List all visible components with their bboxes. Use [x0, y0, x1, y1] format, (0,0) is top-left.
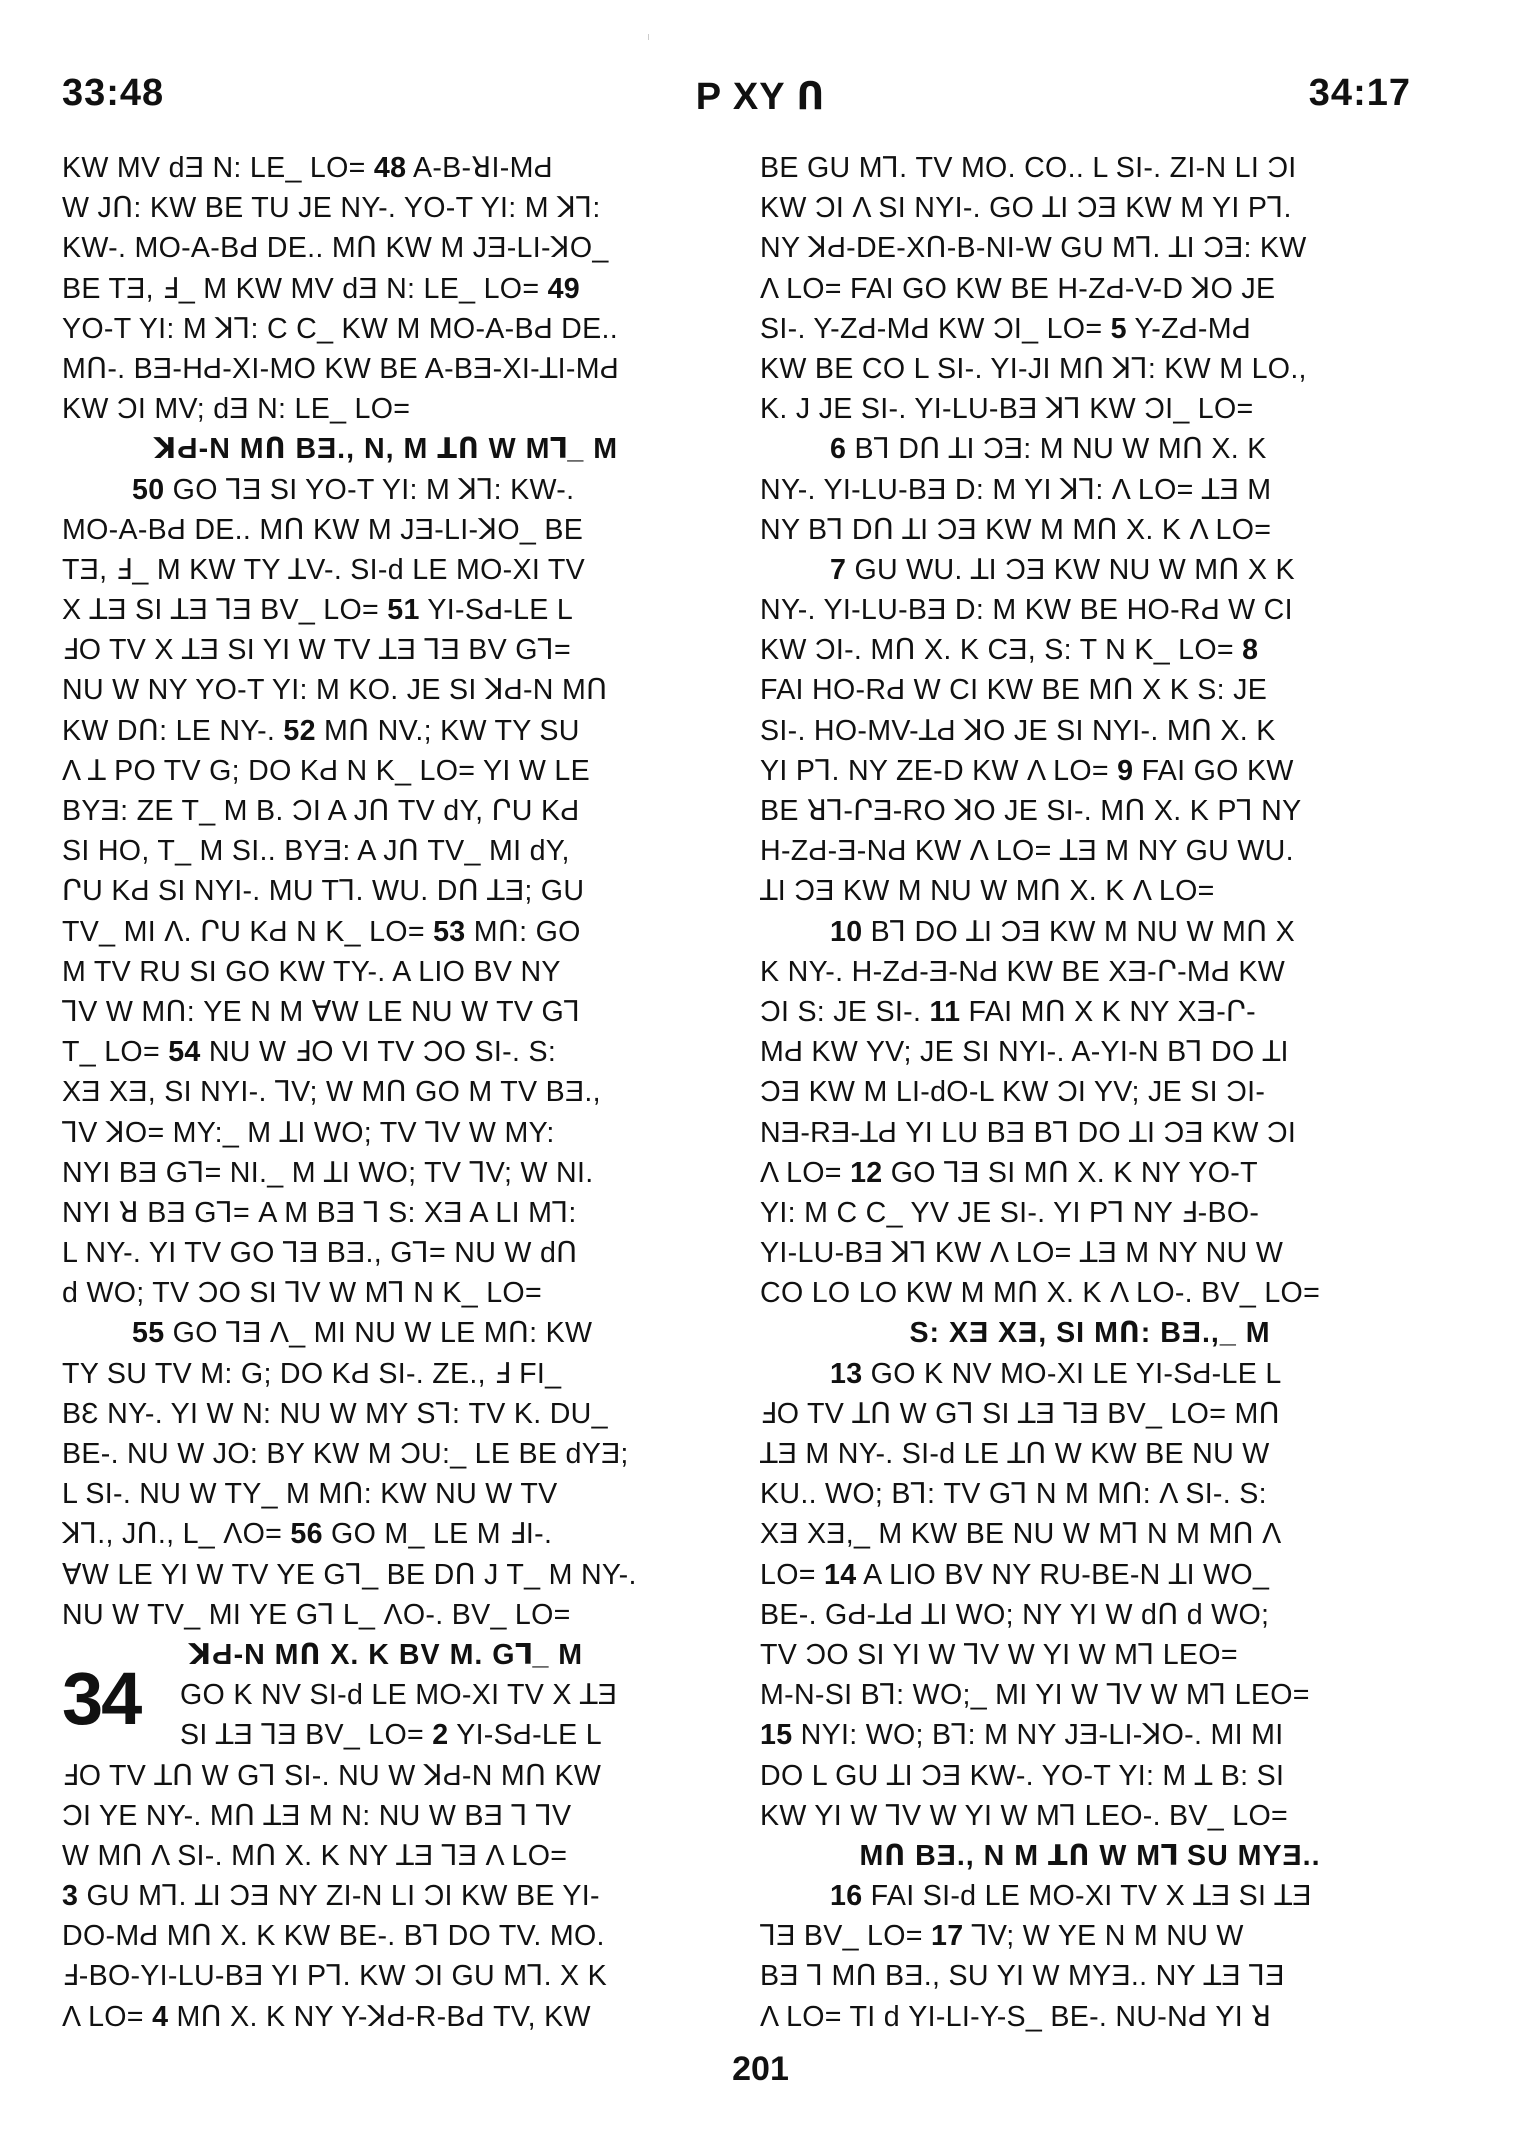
text-line — [62, 630, 710, 670]
text-line — [62, 912, 710, 952]
line-text: Λ LO= — [62, 2000, 153, 2033]
line-text: SI-. Y-ZԀ-MԀ KW ƆI_ LO= — [760, 312, 1111, 345]
line-text: NU W TV_ MI YE Gꓶ L_ ΛO-. BV_ LO= — [62, 1598, 571, 1631]
line-text: ꓕI ƆƎ KW M NU W MՈ X. K Λ LO= — [760, 875, 1215, 908]
line-text-after: GU Mꓶ. ꓕI ƆƎ NY ZI-N LI ƆI KW BE YI- — [78, 1880, 600, 1913]
text-line — [62, 1595, 710, 1635]
text-line — [760, 309, 1420, 349]
text-line — [760, 349, 1420, 389]
text-line — [760, 1354, 1420, 1394]
text-line — [760, 510, 1420, 550]
line-text: CO LO LO KW M MՈ X. K Λ LO-. BV_ LO= — [760, 1277, 1321, 1310]
text-line — [62, 1233, 710, 1273]
line-text: TƎ, Ⅎ_ M KW TY ꓕV-. SI-ԁ LE MO-XI TV — [62, 553, 585, 586]
verse-number: 6 — [830, 433, 847, 466]
verse-number: 53 — [433, 915, 466, 948]
text-line — [760, 429, 1420, 469]
line-text: KW-. MO-A-BԀ DE.. MՈ KW M JƎ-LI-ꓘO_ — [62, 232, 609, 265]
text-line — [760, 1113, 1420, 1153]
line-text-after: FAI SI-ԁ LE MO-XI TV X ꓕƎ SI ꓕƎ — [862, 1880, 1312, 1913]
line-text: BE-. NU W JO: BY KW M ƆU:_ LE BE ԁYƎ; — [62, 1438, 629, 1470]
line-text: BYƎ: ZE T_ M B. ƆI A JՈ TV ԁY, ՐU KԀ — [62, 795, 580, 827]
text-line — [62, 1836, 710, 1876]
line-text-after: A-B-ꓤI-MԀ — [406, 152, 553, 184]
line-text-after: MՈ NV.; KW TY SU — [315, 714, 580, 747]
line-text: YI-LU-BƎ ꓘꓶ KW Λ LO= ꓕƎ M NY NU W — [760, 1237, 1284, 1270]
line-text: NYI ꓤ BƎ Gꓶ= A M BƎ ꓶ S: XƎ A LI Mꓶ: — [62, 1196, 577, 1229]
header-left-reference: 33:48 — [62, 72, 165, 114]
verse-number: 55 — [132, 1317, 165, 1350]
text-line — [62, 1756, 710, 1796]
text-line — [760, 871, 1420, 911]
line-text: MԀ KW YV; JE SI NYI-. A-YI-N Bꓶ DO ꓕI — [760, 1036, 1289, 1069]
line-text: M-N-SI Bꓶ: WO;_ MI YI W ꓶV W Mꓶ LEO= — [760, 1679, 1310, 1712]
verse-number: 9 — [1117, 754, 1134, 787]
text-line — [62, 1032, 710, 1072]
text-line — [62, 1354, 710, 1394]
line-text: XƎ XƎ, SI NYI-. ꓶV; W MՈ GO M TV BƎ., — [62, 1076, 601, 1109]
text-line — [760, 1635, 1420, 1675]
line-text: KW ƆI MV; ԁƎ N: LE_ LO= — [62, 393, 411, 426]
text-line — [62, 1273, 710, 1313]
text-line — [62, 1193, 710, 1233]
line-text: Λ LO= — [760, 1156, 851, 1189]
text-line — [62, 309, 710, 349]
line-text: TY SU TV M: G; DO KԀ SI-. ZE., Ⅎ FI_ — [62, 1357, 562, 1390]
text-line — [760, 711, 1420, 751]
line-text-after: NYI: WO; Bꓶ: M NY JƎ-LI-ꓘO-. MI MI — [792, 1719, 1284, 1752]
line-text: NY Bꓶ DՈ ꓕI ƆƎ KW M MՈ X. K Λ LO= — [760, 513, 1272, 546]
text-line — [760, 630, 1420, 670]
verse-number: 3 — [62, 1880, 79, 1913]
verse-number: 17 — [931, 1920, 964, 1953]
scan-mark — [648, 34, 649, 40]
verse-number: 8 — [1242, 634, 1259, 667]
line-text: NYI BƎ Gꓶ= NI._ M ꓕI WO; TV ꓶV; W NI. — [62, 1156, 594, 1189]
header-right-reference: 34:17 — [1308, 72, 1411, 114]
line-text: ℲO TV X ꓕƎ SI YI W TV ꓕƎ ꓶƎ BV Gꓶ= — [62, 634, 571, 667]
text-line — [760, 1273, 1420, 1313]
line-text: YI Pꓶ. NY ZE-D KW Λ LO= — [760, 754, 1118, 787]
line-text: YO-T YI: M ꓘꓶ: C C_ KW M MO-A-BԀ DE.. — [62, 312, 618, 345]
chapter-number: 34 — [62, 1657, 141, 1740]
text-line — [62, 470, 710, 510]
text-line — [760, 1434, 1420, 1474]
text-line — [760, 228, 1420, 268]
text-line — [62, 1072, 710, 1112]
text-line — [62, 550, 710, 590]
text-line — [760, 590, 1420, 630]
line-text: KW BE CO L SI-. YI-JI MՈ ꓘꓶ: KW M LO., — [760, 352, 1307, 385]
verse-number: 2 — [432, 1719, 449, 1752]
verse-number: 52 — [283, 714, 316, 747]
line-text: L NY-. YI TV GO ꓶƎ BƎ., Gꓶ= NU W ԁՈ — [62, 1237, 578, 1270]
line-text: BƎ ꓶ MՈ BƎ., SU YI W MYƎ.. NY ꓕƎ ꓶƎ — [760, 1960, 1285, 1993]
left-text-column — [62, 148, 710, 2037]
section-heading: MՈ BƎ., N M ꓕՈ W Mꓶ SU MYƎ.. — [859, 1839, 1321, 1872]
line-text: SI HO, T_ M SI.. BYƎ: A JՈ TV_ MI ԁY, — [62, 835, 570, 868]
text-line — [760, 1675, 1420, 1715]
line-text: KW DՈ: LE NY-. — [62, 714, 284, 747]
text-line — [760, 1032, 1420, 1072]
line-text: KW ƆI Λ SI NYI-. GO ꓕI ƆƎ KW M YI Pꓶ. — [760, 192, 1292, 225]
text-line — [62, 1876, 710, 1916]
text-line — [760, 791, 1420, 831]
line-text-after: GO ꓶƎ SI MՈ X. K NY YO-T — [882, 1156, 1258, 1189]
line-text: DO L GU ꓕI ƆƎ KW-. YO-T YI: M ꓕ B: SI — [760, 1759, 1285, 1792]
line-text: MՈ-. BƎ-HԀ-XI-MO KW BE A-BƎ-XI-ꓕI-MԀ — [62, 352, 619, 385]
line-text: TV ƆO SI YI W ꓶV W YI W Mꓶ LEO= — [760, 1638, 1238, 1671]
line-text: GO K NV SI-ԁ LE MO-XI TV X ꓕƎ — [180, 1679, 618, 1712]
text-line — [62, 1514, 710, 1554]
line-text: ƆI S: JE SI-. — [760, 995, 930, 1028]
text-line — [62, 1113, 710, 1153]
text-line — [62, 228, 710, 268]
line-text: K NY-. H-ZԀ-Ǝ-NԀ KW BE XƎ-Ր-MԀ KW — [760, 955, 1286, 988]
section-heading: ꓘԀ-N MՈ BƎ., N, M ꓕՈ W Mꓶ_ M — [153, 433, 619, 466]
line-text: KW MV ԁƎ N: LE_ LO= — [62, 152, 374, 184]
text-line — [760, 1956, 1420, 1996]
line-text: Λ LO= TI ԁ YI-LI-Y-S_ BE-. NU-NԀ YI ꓤ — [760, 2000, 1272, 2033]
text-line — [62, 751, 710, 791]
header-book-title: P XY Ո — [695, 76, 826, 118]
line-text-after: Bꓶ DՈ ꓕI ƆƎ: M NU W MՈ X. K — [846, 433, 1267, 466]
text-line — [760, 670, 1420, 710]
line-text: KW ƆI-. MՈ X. K CƎ, S: T N K_ LO= — [760, 634, 1243, 667]
verse-number: 48 — [373, 152, 407, 184]
text-line — [62, 791, 710, 831]
right-text-column — [760, 148, 1420, 2037]
text-line — [62, 1313, 710, 1353]
text-line — [760, 1474, 1420, 1514]
line-text: M TV RU SI GO KW TY-. A LIO BV NY — [62, 955, 561, 988]
verse-number: 4 — [152, 2000, 169, 2033]
line-text: ꓕƎ M NY-. SI-ԁ LE ꓕՈ W KW BE NU W — [760, 1438, 1270, 1470]
verse-number: 16 — [830, 1880, 863, 1913]
text-line — [760, 188, 1420, 228]
line-text: T_ LO= — [62, 1036, 169, 1069]
line-text-after: A LIO BV NY RU-BE-N ꓕI WO_ — [856, 1558, 1270, 1591]
line-text: ℲO TV ꓕՈ W Gꓶ SI ꓕƎ ꓶƎ BV_ LO= MՈ — [760, 1397, 1280, 1430]
line-text: ԁ WO; TV ƆO SI ꓶV W Mꓶ N K_ LO= — [62, 1277, 542, 1310]
text-line — [760, 1153, 1420, 1193]
text-line — [62, 510, 710, 550]
line-text: NY ꓘԀ-DE-XՈ-B-NI-W GU Mꓶ. ꓕI ƆƎ: KW — [760, 232, 1307, 265]
line-text: Ⅎ-BO-YI-LU-BƎ YI Pꓶ. KW ƆI GU Mꓶ. X K — [62, 1960, 608, 1993]
line-text-after: GO ꓶƎ Λ_ MI NU W LE MՈ: KW — [164, 1317, 593, 1350]
line-text: H-ZԀ-Ǝ-NԀ KW Λ LO= ꓕƎ M NY GU WU. — [760, 835, 1294, 868]
text-line — [62, 1956, 710, 1996]
verse-number: 14 — [824, 1558, 857, 1591]
text-line — [62, 831, 710, 871]
line-text: ℲO TV ꓕՈ W Gꓶ SI-. NU W ꓘԀ-N MՈ KW — [62, 1759, 602, 1792]
line-text: XƎ XƎ,_ M KW BE NU W Mꓶ N M MՈ Λ — [760, 1518, 1282, 1551]
line-text: NU W NY YO-T YI: M KO. JE SI ꓘԀ-N MՈ — [62, 674, 608, 707]
page-number: 201 — [732, 2050, 789, 2088]
text-line — [62, 1997, 710, 2037]
line-text: W JՈ: KW BE TU JE NY-. YO-T YI: M ꓘꓶ: — [62, 192, 601, 225]
line-text-after: GU WU. ꓕI ƆƎ KW NU W MՈ X K — [846, 553, 1295, 586]
line-text-after: GO M_ LE M ℲI-. — [322, 1518, 553, 1551]
line-text: YI: M C C_ YV JE SI-. YI Pꓶ NY Ⅎ-BO- — [760, 1196, 1260, 1229]
line-text: MO-A-BԀ DE.. MՈ KW M JƎ-LI-ꓘO_ BE — [62, 513, 584, 546]
text-line — [62, 1434, 710, 1474]
line-text: BE TƎ, Ⅎ_ M KW MV ԁƎ N: LE_ LO= — [62, 272, 548, 305]
text-line — [62, 1153, 710, 1193]
verse-number: 49 — [547, 272, 580, 305]
line-text: SI ꓕƎ ꓶƎ BV_ LO= — [180, 1719, 433, 1752]
line-text: KU.. WO; Bꓶ: TV Gꓶ N M MՈ: Λ SI-. S: — [760, 1478, 1267, 1511]
line-text: ƆI YE NY-. MՈ ꓕƎ M N: NU W BƎ ꓶ ꓶV — [62, 1799, 572, 1832]
verse-number: 51 — [387, 594, 420, 627]
line-text-after: Bꓶ DO ꓕI ƆƎ KW M NU W MՈ X — [862, 915, 1295, 948]
line-text-after: FAI GO KW — [1133, 754, 1294, 787]
line-text: ƆƎ KW M LI-ԁO-L KW ƆI YV; JE SI ƆI- — [760, 1076, 1266, 1109]
line-text: BE GU Mꓶ. TV MO. CO.. L SI-. ZI-N LI ƆI — [760, 152, 1297, 184]
text-line — [62, 871, 710, 911]
text-line — [760, 912, 1420, 952]
line-text: LO= — [760, 1558, 824, 1591]
line-text: K. J JE SI-. YI-LU-BƎ ꓘꓶ KW ƆI_ LO= — [760, 393, 1254, 426]
text-line — [760, 992, 1420, 1032]
line-text: BԐ NY-. YI W N: NU W MY Sꓶ: TV K. DU_ — [62, 1397, 608, 1430]
line-text-after: YI-SԀ-LE L — [419, 594, 574, 627]
line-text-after: FAI MՈ X K NY XƎ-Ր- — [960, 995, 1256, 1028]
line-text: DO-MԀ MՈ X. K KW BE-. Bꓶ DO TV. MO. — [62, 1920, 605, 1953]
line-text-after: Y-ZԀ-MԀ — [1126, 312, 1251, 345]
text-line — [760, 1072, 1420, 1112]
text-line — [760, 1595, 1420, 1635]
text-line — [760, 148, 1420, 188]
text-line — [62, 1916, 710, 1956]
text-line — [62, 1675, 710, 1715]
line-text: TV_ MI Λ. ՐU KԀ N K_ LO= — [62, 915, 434, 948]
text-line — [62, 148, 710, 188]
text-line — [760, 831, 1420, 871]
line-text: SI-. HO-MV-ꓕԀ ꓘO JE SI NYI-. MՈ X. K — [760, 714, 1276, 747]
line-text: FAI HO-RԀ W CI KW BE MՈ X K S: JE — [760, 674, 1268, 707]
line-text: NƎ-RƎ-ꓕԀ YI LU BƎ Bꓶ DO ꓕI ƆƎ KW ƆI — [760, 1116, 1297, 1149]
text-line — [62, 389, 710, 429]
verse-number: 56 — [290, 1518, 323, 1551]
line-text: NY-. YI-LU-BƎ D: M KW BE HO-RԀ W CI — [760, 594, 1293, 627]
line-text: ՐU KԀ SI NYI-. MU Tꓶ. WU. DՈ ꓕƎ; GU — [62, 875, 585, 908]
text-line — [760, 1715, 1420, 1755]
verse-number: 5 — [1110, 312, 1127, 345]
text-line — [760, 1233, 1420, 1273]
text-line — [62, 1474, 710, 1514]
text-line — [760, 1555, 1420, 1595]
verse-number: 13 — [830, 1357, 863, 1390]
verse-number: 54 — [168, 1036, 201, 1069]
text-line — [62, 670, 710, 710]
line-text-after: MՈ: GO — [465, 915, 581, 948]
text-line — [62, 711, 710, 751]
text-line — [760, 550, 1420, 590]
verse-number: 11 — [929, 995, 961, 1028]
text-line — [62, 1715, 710, 1755]
line-text: BE ꓤꓶ-ՐƎ-RO ꓘO JE SI-. MՈ X. K Pꓶ NY — [760, 795, 1302, 827]
line-text: X ꓕƎ SI ꓕƎ ꓶƎ BV_ LO= — [62, 594, 388, 627]
line-text: Λ ꓕ PO TV G; DO KԀ N K_ LO= YI W LE — [62, 754, 590, 787]
text-line — [62, 952, 710, 992]
line-text-after: GO K NV MO-XI LE YI-SԀ-LE L — [862, 1357, 1282, 1390]
verse-number: 10 — [830, 915, 863, 948]
section-heading: S: XƎ XƎ, SI MՈ: BƎ.,_ M — [909, 1317, 1271, 1350]
line-text-after: NU W ℲO VI TV ƆO SI-. S: — [200, 1036, 557, 1069]
text-line — [760, 1916, 1420, 1956]
line-text-after: MՈ X. K NY Y-ꓘԀ-R-BԀ TV, KW — [168, 2000, 591, 2033]
line-text: W MՈ Λ SI-. MՈ X. K NY ꓕƎ ꓶƎ Λ LO= — [62, 1839, 568, 1872]
line-text: ꓶV W MՈ: YE N M ⱯW LE NU W TV Gꓶ — [62, 995, 581, 1028]
line-text: ꓶV ꓘO= MY:_ M ꓕI WO; TV ꓶV W MY: — [62, 1116, 555, 1149]
text-line — [760, 952, 1420, 992]
line-text: ꓘꓶ., JՈ., L_ ΛO= — [62, 1518, 291, 1551]
verse-number: 7 — [830, 553, 847, 586]
line-text-after: ꓶV; W YE N M NU W — [963, 1920, 1244, 1953]
text-line — [62, 590, 710, 630]
verse-number: 12 — [850, 1156, 883, 1189]
text-line — [760, 389, 1420, 429]
text-line — [760, 1997, 1420, 2037]
section-heading: ꓘԀ-N MՈ X. K BV M. Gꓶ_ M — [188, 1638, 584, 1671]
line-text: ⱯW LE YI W TV YE Gꓶ_ BE DՈ J T_ M NY-. — [62, 1558, 637, 1591]
line-text: KW YI W ꓶV W YI W Mꓶ LEO-. BV_ LO= — [760, 1799, 1288, 1832]
text-line — [62, 1555, 710, 1595]
text-line — [760, 1876, 1420, 1916]
text-line — [62, 269, 710, 309]
verse-number: 50 — [132, 473, 165, 506]
text-line — [760, 1193, 1420, 1233]
line-text-after: GO ꓶƎ SI YO-T YI: M ꓘꓶ: KW-. — [164, 473, 575, 506]
line-text-after: YI-SԀ-LE L — [448, 1719, 602, 1752]
line-text: NY-. YI-LU-BƎ D: M YI ꓘꓶ: Λ LO= ꓕƎ M — [760, 473, 1272, 506]
text-line — [760, 1514, 1420, 1554]
text-line — [760, 470, 1420, 510]
verse-number: 15 — [760, 1719, 793, 1752]
line-text: L SI-. NU W TY_ M MՈ: KW NU W TV — [62, 1478, 558, 1511]
text-line — [760, 1796, 1420, 1836]
text-line — [760, 1394, 1420, 1434]
line-text: BE-. GԀ-ꓕԀ ꓕI WO; NY YI W ԁՈ ԁ WO; — [760, 1598, 1270, 1631]
text-line — [760, 751, 1420, 791]
line-text: Λ LO= FAI GO KW BE H-ZԀ-V-D ꓘO JE — [760, 272, 1276, 305]
text-line — [62, 992, 710, 1032]
line-text: ꓶƎ BV_ LO= — [760, 1920, 932, 1953]
text-line — [62, 1796, 710, 1836]
text-line — [760, 1756, 1420, 1796]
text-line — [62, 188, 710, 228]
text-line — [62, 1394, 710, 1434]
text-line — [760, 269, 1420, 309]
text-line — [62, 349, 710, 389]
